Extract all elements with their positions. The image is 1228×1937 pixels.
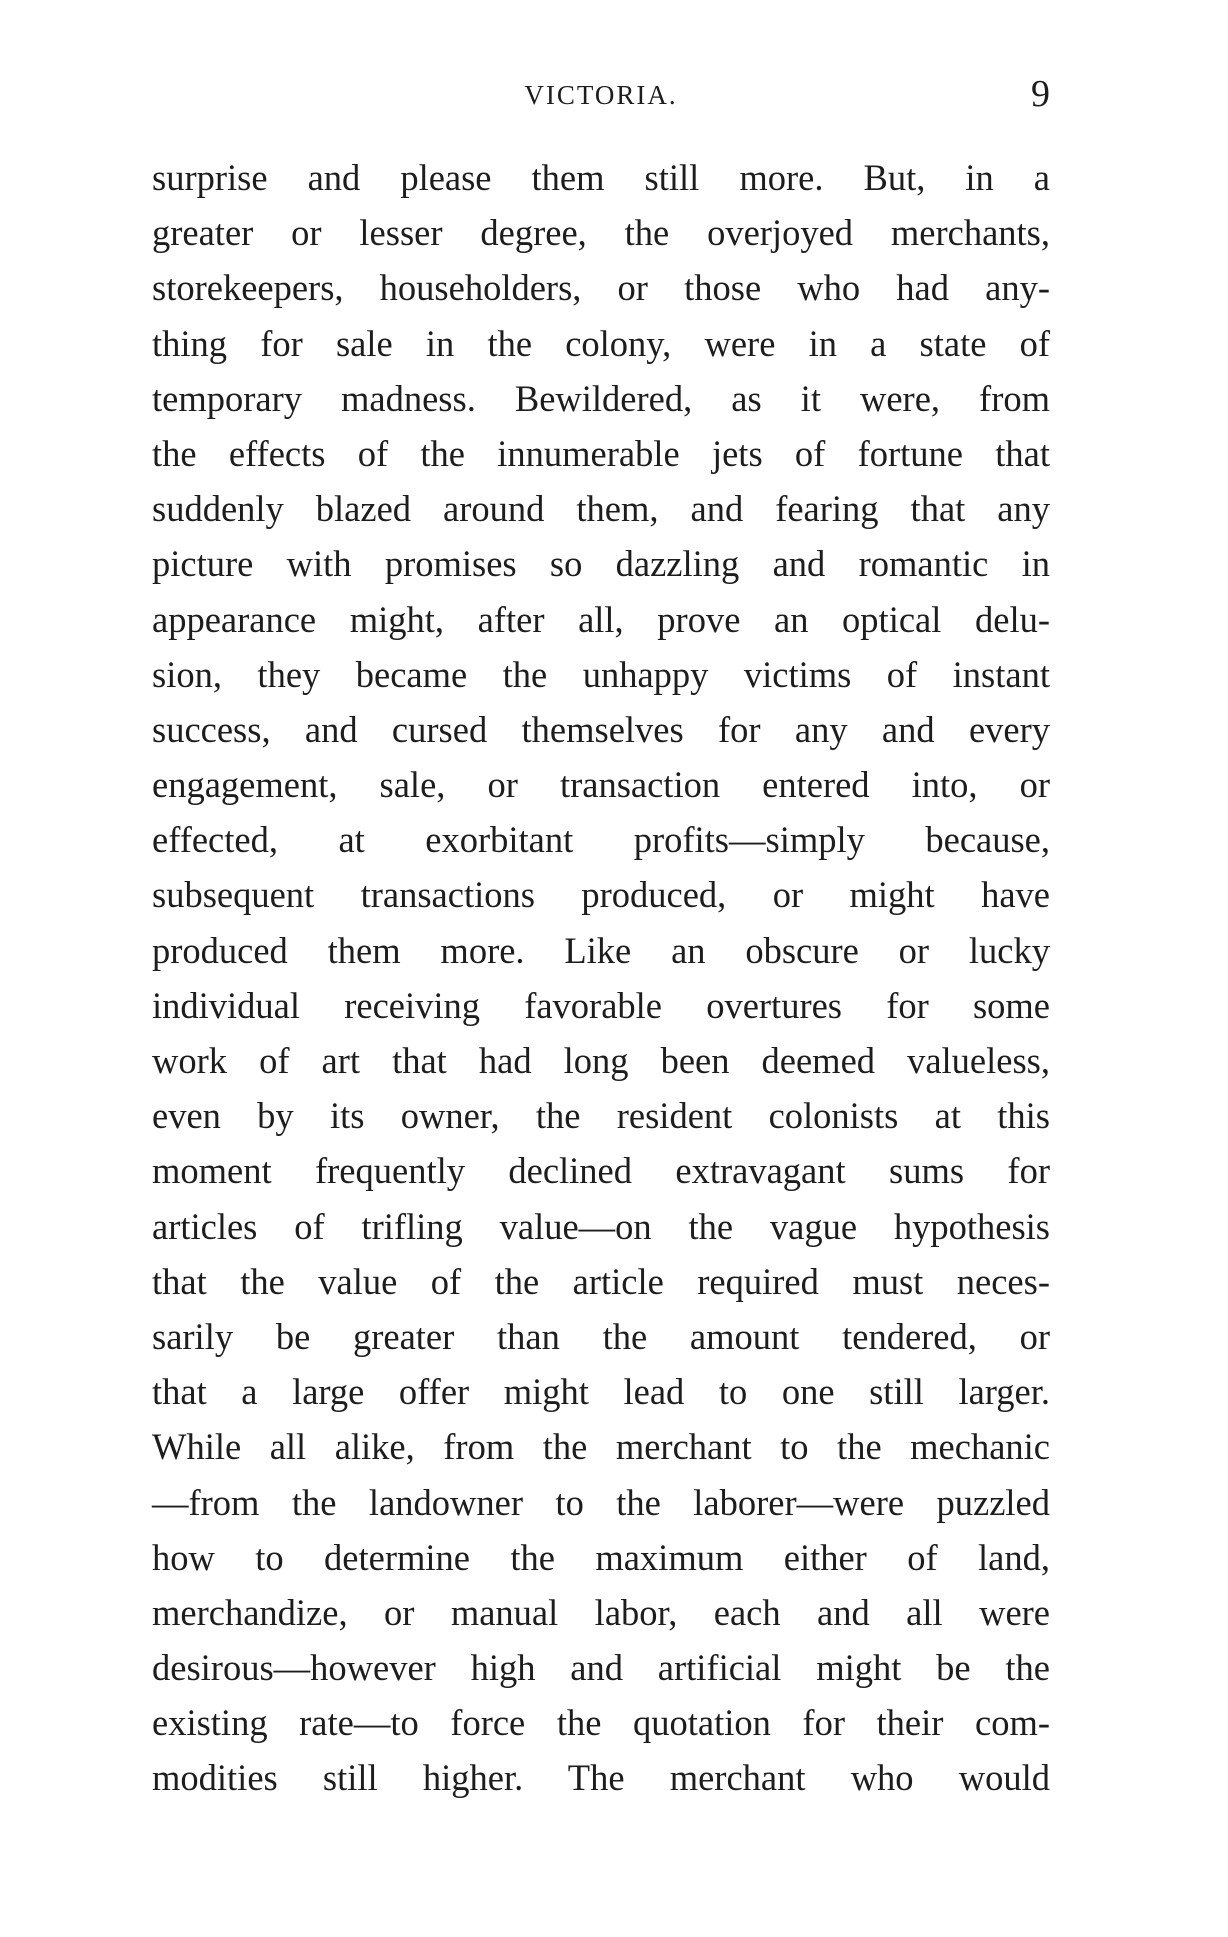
text-line: While all alike, from the merchant to the mechanic — [152, 1426, 1050, 1468]
text-line: effected, at exorbitant profits—simply because, — [152, 819, 1050, 861]
text-line: articles of trifling value—on the vague hypothesis — [152, 1205, 1050, 1247]
text-line: how to determine the maximum either of land, — [152, 1536, 1050, 1578]
text-line: merchandize, or manual labor, each and all were — [152, 1591, 1050, 1633]
body-text — [152, 150, 1050, 1806]
text-line: individual receiving favorable overtures for some — [152, 984, 1050, 1026]
text-line: appearance might, after all, prove an optical delu- — [152, 598, 1050, 640]
page-header — [152, 72, 1050, 122]
text-line: existing rate—to force the quotation for their com- — [152, 1702, 1050, 1744]
text-line: greater or lesser degree, the overjoyed merchants, — [152, 212, 1050, 254]
text-line: surprise and please them still more. But, in a — [152, 157, 1050, 198]
text-line: thing for sale in the colony, were in a state of — [152, 322, 1050, 364]
text-line: modities still higher. The merchant who would — [152, 1757, 1050, 1799]
text-line: that a large offer might lead to one still larger. — [152, 1371, 1050, 1413]
text-line: picture with promises so dazzling and romantic in — [152, 543, 1050, 585]
text-line: work of art that had long been deemed valueless, — [152, 1040, 1050, 1081]
text-line: success, and cursed themselves for any and every — [152, 708, 1050, 750]
text-line: —from the landowner to the laborer—were puzzled — [152, 1481, 1050, 1523]
text-line: produced them more. Like an obscure or lucky — [152, 929, 1050, 971]
text-line: moment frequently declined extravagant sums for — [152, 1150, 1050, 1192]
text-line: that the value of the article required must neces- — [152, 1260, 1050, 1302]
running-head: VICTORIA. — [524, 80, 678, 110]
page-number: 9 — [1031, 73, 1050, 115]
text-line: sion, they became the unhappy victims of instant — [152, 653, 1050, 695]
text-line: the effects of the innumerable jets of fortune that — [152, 432, 1050, 474]
text-line: storekeepers, householders, or those who had any- — [152, 267, 1050, 309]
text-line: engagement, sale, or transaction entered into, or — [152, 764, 1050, 806]
text-line: even by its owner, the resident colonists at this — [152, 1095, 1050, 1137]
text-line: sarily be greater than the amount tendered, or — [152, 1315, 1050, 1357]
text-line: desirous—however high and artificial might be the — [152, 1647, 1050, 1689]
text-line: suddenly blazed around them, and fearing that any — [152, 488, 1050, 530]
text-line: subsequent transactions produced, or might have — [152, 874, 1050, 916]
text-line: temporary madness. Bewildered, as it were, from — [152, 377, 1050, 419]
